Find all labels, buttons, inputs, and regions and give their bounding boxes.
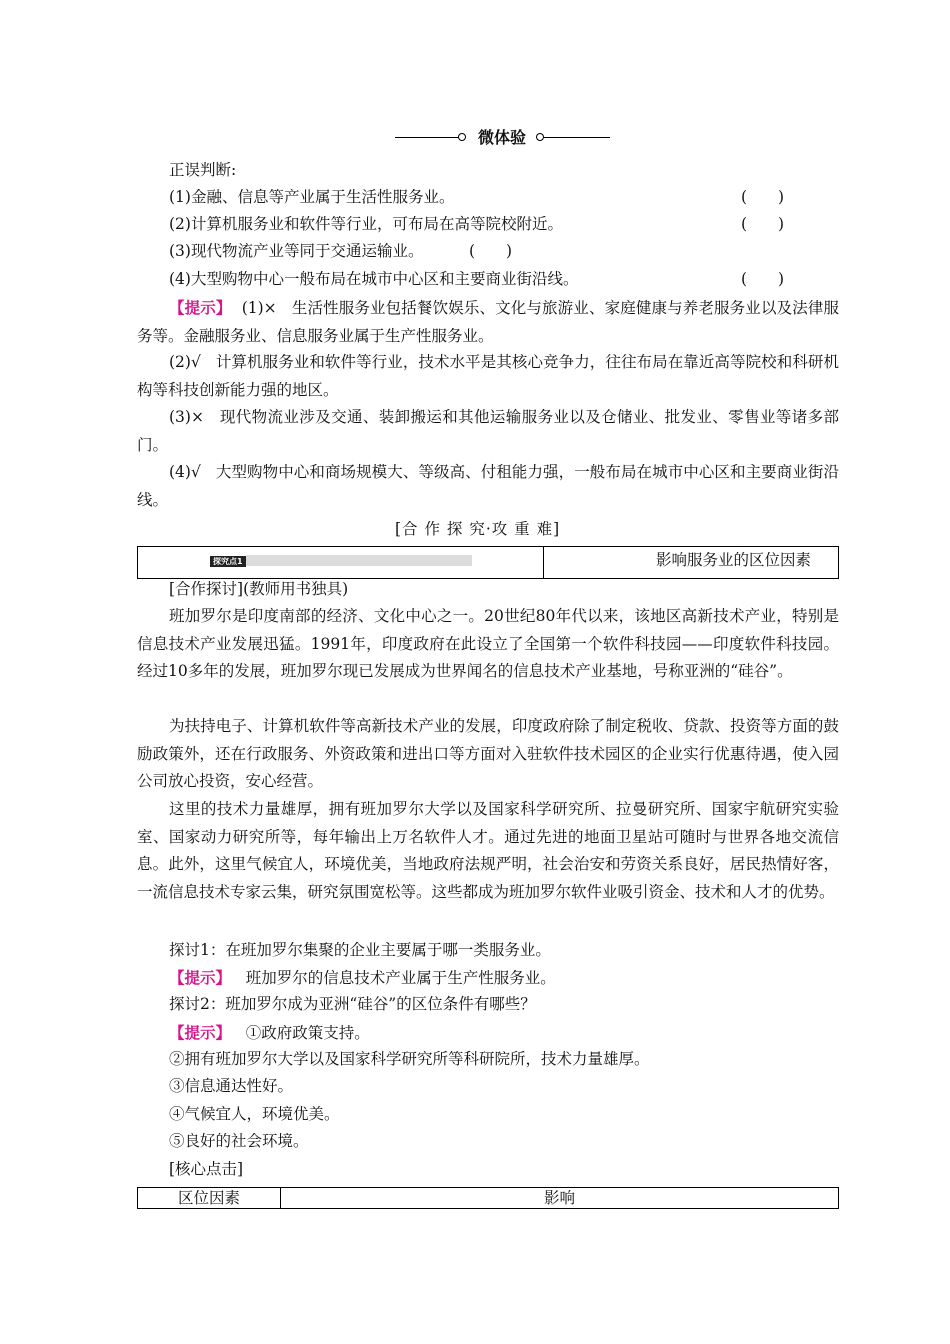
title-left-dot	[458, 133, 466, 141]
section-title-text: 微体验	[477, 128, 526, 147]
cooperative-section-header: [合 作 探 究·攻 重 难]	[395, 520, 561, 538]
answer-q2-item-4: ④气候宜人，环境优美。	[169, 1105, 340, 1123]
answer-q1	[169, 964, 556, 992]
answer-text: 大型购物中心和商场规模大、等级高、付租能力强，一般布局在城市中心区和主要商业街沿线。	[137, 463, 839, 509]
section-title	[395, 126, 615, 150]
paragraph-1: 班加罗尔是印度南部的经济、文化中心之一。20世纪80年代以来，该地区高新技术产业，特别是信息技术产业发展迅猛。1991年，印度政府在此设立了全国第一个软件科技园——印度软件科技园。经过10多年的发展，班加罗尔现已发展成为世界闻名的信息技术产业基地，号称亚洲的“硅谷”。	[137, 607, 839, 680]
question-2: 探讨2：班加罗尔成为亚洲“硅谷”的区位条件有哪些？	[169, 995, 536, 1013]
answer-q2-item-2: ②拥有班加罗尔大学以及国家科学研究所等科研院所，技术力量雄厚。	[169, 1050, 650, 1068]
topic-tag: 探究点1	[210, 556, 246, 567]
judge-item-3: (3)现代物流产业等同于交通运输业。	[169, 242, 424, 260]
paragraph-3: 这里的技术力量雄厚，拥有班加罗尔大学以及国家科学研究所、拉曼研究所、国家宇航研究实验室、国家动力研究所等，每年输出上万名软件人才。通过先进的地面卫星站可随时与世界各地交流信息。此外，这里气候宜人，环境优美，当地政府法规严明，社会治安和劳资关系良好，居民热情好客，一流信息技术专家云集，研究氛围宽松等。这些都成为班加罗尔软件业吸引资金、技术和人才的优势。	[137, 800, 839, 901]
paragraph-2: 为扶持电子、计算机软件等高新技术产业的发展，印度政府除了制定税收、贷款、投资等方面的鼓励政策外，还在行政服务、外资政策和进出口等方面对入驻软件技术园区的企业实行优惠待遇，使入园公司放心投资，安心经营。	[137, 717, 839, 790]
core-table-header-factor: 区位因素	[138, 1188, 281, 1209]
hint-label: 【提示】	[169, 968, 232, 987]
answer-text: 现代物流业涉及交通、装卸搬运和其他运输服务业以及仓储业、批发业、零售业等诸多部门。	[137, 408, 839, 454]
answer-2	[137, 349, 839, 404]
topic-title: 影响服务业的区位因素	[544, 547, 839, 579]
core-table-header-impact: 影响	[281, 1188, 839, 1209]
title-left-rule	[395, 137, 459, 138]
topic-tag-cell	[138, 547, 544, 579]
judge-item-1: (1)金融、信息等产业属于生活性服务业。	[169, 188, 455, 206]
answer-text: 生活性服务业包括餐饮娱乐、文化与旅游业、家庭健康与养老服务业以及法律服务等。金融服务业、信息服务业属于生产性服务业。	[137, 299, 839, 345]
answer-q2-item-1: ①政府政策支持。	[245, 1024, 370, 1042]
hint-label: 【提示】	[169, 1023, 232, 1042]
topic-tag-band	[246, 555, 472, 566]
judge-heading: 正误判断:	[169, 161, 237, 179]
explore-label: [合作探讨](教师用书独具)	[169, 580, 349, 598]
answer-q2-item-3: ③信息通达性好。	[169, 1077, 294, 1095]
answer-mark: (1)×	[241, 299, 277, 317]
judge-answer-paren-4: ( )	[741, 270, 785, 288]
judge-answer-paren-2: ( )	[741, 215, 785, 233]
title-right-rule	[544, 137, 610, 138]
judge-answer-paren-3: ( )	[469, 242, 513, 260]
judge-answer-paren-1: ( )	[741, 188, 785, 206]
judge-item-4: (4)大型购物中心一般布局在城市中心区和主要商业街沿线。	[169, 270, 579, 288]
topic-box	[137, 546, 839, 579]
answer-3	[137, 404, 839, 459]
answer-mark: (4)√	[169, 463, 201, 481]
answer-q1-text: 班加罗尔的信息技术产业属于生产性服务业。	[245, 969, 556, 987]
judge-item-2: (2)计算机服务业和软件等行业，可布局在高等院校附近。	[169, 215, 563, 233]
answer-mark: (2)√	[169, 353, 201, 371]
core-table	[137, 1187, 839, 1209]
hint-label: 【提示】	[169, 298, 232, 317]
answer-text: 计算机服务业和软件等行业，技术水平是其核心竞争力，往往布局在靠近高等院校和科研机构等科技创新能力强的地区。	[137, 353, 839, 399]
answer-q2-first	[169, 1019, 370, 1047]
answer-q2-item-5: ⑤良好的社会环境。	[169, 1132, 309, 1150]
answer-1	[137, 294, 839, 350]
answer-mark: (3)×	[169, 408, 204, 426]
title-right-dot	[536, 133, 544, 141]
core-label: [核心点击]	[169, 1160, 244, 1178]
answer-4	[137, 459, 839, 514]
question-1: 探讨1：在班加罗尔集聚的企业主要属于哪一类服务业。	[169, 941, 551, 959]
